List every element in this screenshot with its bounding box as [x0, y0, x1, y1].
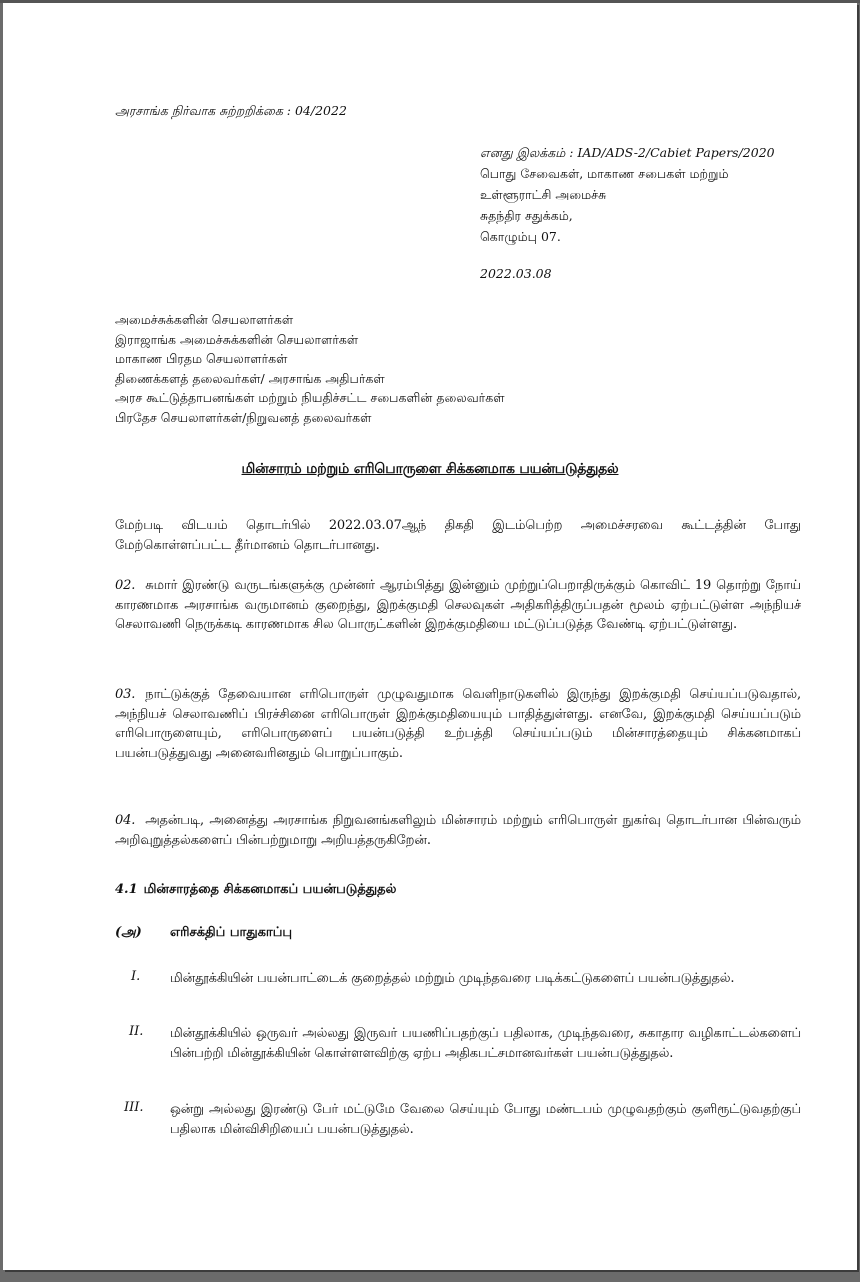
- paragraph-03: [115, 685, 801, 763]
- intro-paragraph: மேற்படி விடயம் தொடர்பில் 2022.03.07ஆந் திகதி இடம்பெற்ற அமைச்சரவை கூட்டத்தின் போது மேற்கொள்ளப்பட்ட தீர்மானம் தொடர்பானது.: [115, 518, 801, 553]
- item-number: I.: [131, 969, 141, 984]
- addressee: அரச கூட்டுத்தாபனங்கள் மற்றும் நியதிச்சட்ட சபைகளின் தலைவர்கள்: [115, 390, 505, 405]
- addressee: இராஜாங்க அமைச்சுக்களின் செயலாளர்கள்: [115, 331, 359, 347]
- reference-number: எனது இலக்கம் : IAD/ADS-2/Cabiet Papers/2020: [480, 145, 775, 160]
- ministry-line-1: பொது சேவைகள், மாகாண சபைகள் மற்றும்: [480, 166, 729, 181]
- list-item: ஒன்று அல்லது இரண்டு பேர் மட்டுமே வேலை செய்யும் போது மண்டபம் முழுவதற்கும் குளிரூட்டுவதற்குப் பதிலாக மின்விசிறியைப் பயன்படுத்துதல்.: [170, 1102, 801, 1137]
- paragraph-04: [115, 811, 801, 850]
- paragraph-number: 04.: [115, 813, 136, 828]
- subject-heading: மின்சாரம் மற்றும் எரிபொருளை சிக்கனமாக பயன்படுத்துதல்: [241, 461, 619, 477]
- addressee: திணைக்களத் தலைவர்கள்/ அரசாங்க அதிபர்கள்: [115, 370, 385, 386]
- item-number: III.: [124, 1100, 144, 1115]
- item-number: II.: [129, 1024, 144, 1039]
- ministry-line-2: உள்ளூராட்சி அமைச்சு: [480, 187, 607, 202]
- paragraph-number: 02.: [115, 578, 136, 593]
- addressee-list: [115, 310, 504, 427]
- list-item: மின்தூக்கியில் ஒருவர் அல்லது இருவர் பயணிப்பதற்குப் பதிலாக, முடிந்தவரை, சுகாதார வழிகாட்டல்களைப் பின்பற்றி மின்தூக்கியின் கொள்ளளவிற்கு ஏற்ப அதிகபட்சமானவர்கள் பயன்படுத்துதல்.: [170, 1026, 801, 1061]
- paragraph-02: [115, 576, 801, 635]
- document-body: [3, 3, 857, 1270]
- list-item: மின்தூக்கியின் பயன்பாட்டைக் குறைத்தல் மற்றும் முடிந்தவரை படிக்கட்டுகளைப் பயன்படுத்துதல்.: [170, 971, 735, 986]
- section-heading: [115, 882, 396, 898]
- address-line-2: கொழும்பு 07.: [480, 229, 561, 244]
- paragraph-text: சுமார் இரண்டு வருடங்களுக்கு முன்னர் ஆரம்பித்து இன்னும் முற்றுப்பெறாதிருக்கும் கொவிட் 19 தொற்று நோய் காரணமாக அரசாங்க வருமானம் குறைந்து, இறக்குமதி செலவுகள் அதிகரித்திருப்பதன் மூலம் ஏற்பட்டுள்ள அந்நியச் செலாவணி நெருக்கடி காரணமாக சில பொருட்களின் இறக்குமதியை மட்டுப்படுத்த வேண்டி ஏற்பட்டுள்ளது.: [115, 578, 801, 632]
- paragraph-text: நாட்டுக்குத் தேவையான எரிபொருள் முழுவதுமாக வெளிநாடுகளில் இருந்து இறக்குமதி செய்யப்படுவதால், அந்நியச் செலாவணிப் பிரச்சினை எரிபொருள் இறக்குமதியையும் பாதித்துள்ளது. எனவே, இறக்குமதி செய்யப்படும் எரிபொருளையும், எரிபொருளைப் பயன்படுத்தி உற்பத்தி செய்யப்படும் மின்சாரத்தையும் சிக்கனமாகப் பயன்படுத்துவது அனைவரினதும் பொறுப்பாகும்.: [115, 687, 801, 761]
- paragraph-number: 03.: [115, 687, 136, 702]
- addressee: அமைச்சுக்களின் செயலாளர்கள்: [115, 312, 294, 327]
- address-line-1: சுதந்திர சதுக்கம்,: [480, 208, 573, 223]
- circular-title: அரசாங்க நிர்வாக சுற்றறிக்கை : 04/2022: [115, 103, 347, 118]
- document-date: 2022.03.08: [480, 266, 552, 281]
- reference-block: [480, 142, 775, 247]
- subsection-marker: (அ): [115, 925, 142, 940]
- addressee: மாகாண பிரதம செயலாளர்கள்: [115, 351, 288, 366]
- section-title: மின்சாரத்தை சிக்கனமாகப் பயன்படுத்துதல்: [143, 882, 397, 897]
- addressee: பிரதேச செயலாளர்கள்/நிறுவனத் தலைவர்கள்: [115, 409, 372, 425]
- paragraph-text: அதன்படி, அனைத்து அரசாங்க நிறுவனங்களிலும் மின்சாரம் மற்றும் எரிபொருள் நுகர்வு தொடர்பான பின்வரும் அறிவுறுத்தல்களைப் பின்பற்றுமாறு அறியத்தருகிறேன்.: [115, 813, 801, 848]
- document-page: [3, 3, 857, 1270]
- subsection-title: எரிசக்திப் பாதுகாப்பு: [170, 925, 293, 940]
- section-number: 4.1: [115, 882, 138, 897]
